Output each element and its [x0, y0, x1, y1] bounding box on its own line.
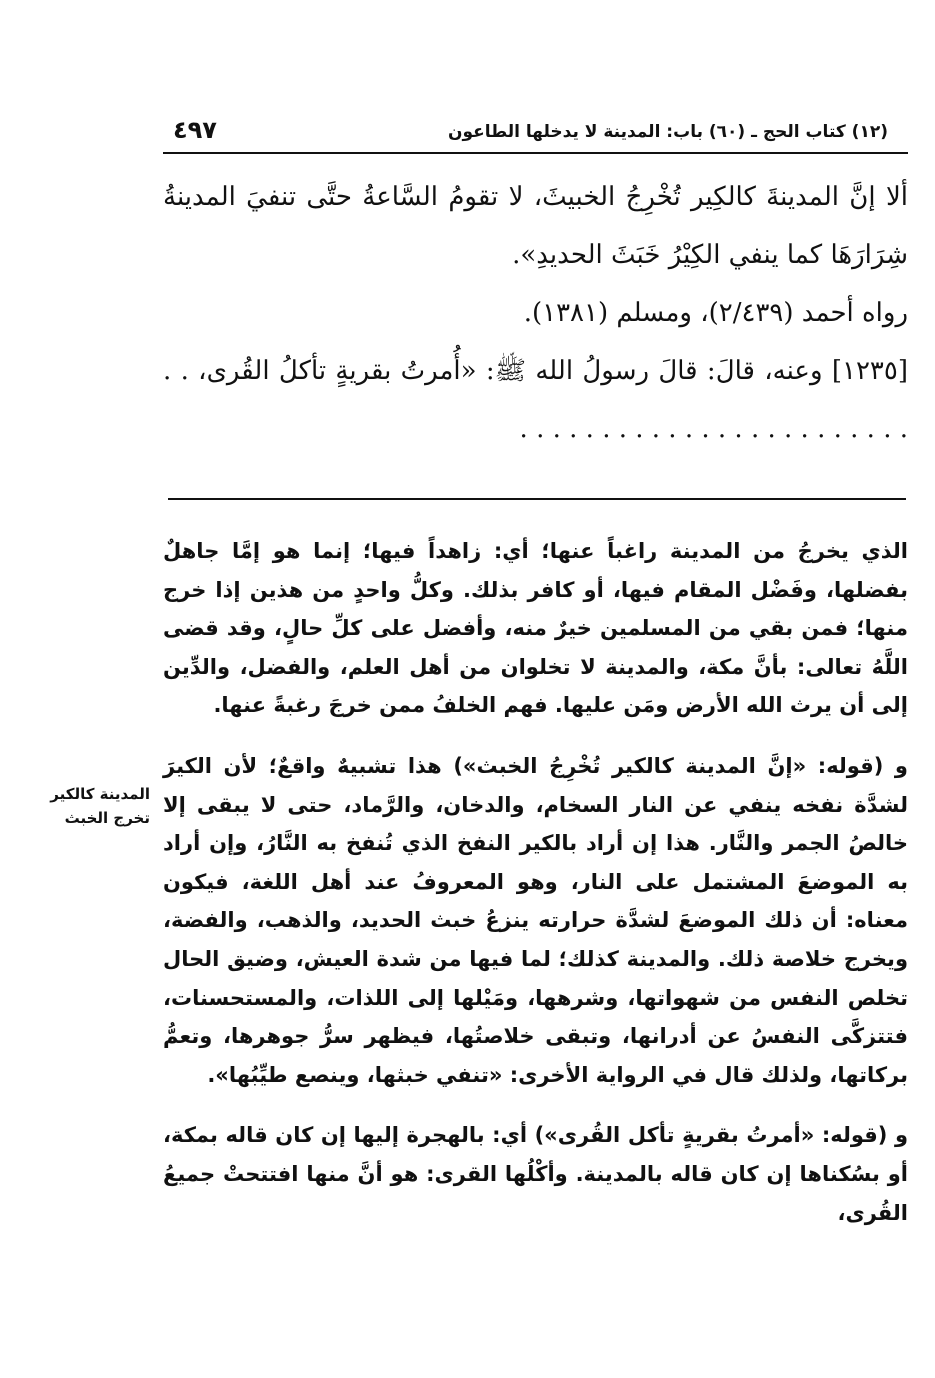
page-number: ٤٩٧ [173, 116, 217, 144]
hadith-continued: ألا إنَّ المدينةَ كالكِير تُخْرِجُ الخبيثَ، لا تقومُ السَّاعةُ حتَّى تنفيَ المدينةُ شِرَارَهَا كما ينفي الكِيْرُ خَبَثَ الحديدِ». [163, 182, 908, 270]
hadith-text-block [163, 168, 908, 458]
margin-note-line: تخرج الخبث [64, 809, 150, 827]
commentary-paragraph: الذي يخرجُ من المدينة راغباً عنها؛ أي: زاهداً فيها؛ إنما هو إمَّا جاهلٌ بفضلها، وفَضْل المقام فيها، أو كافر بذلك. وكلُّ واحدٍ من هذين إذا خرج منها؛ فمن بقي من المسلمين خيرٌ منه، وأفضل على كلِّ حالٍ، وقد قضى اللَّهُ تعالى: بأنَّ مكة، والمدينة لا تخلوان من أهل العلم، والفضل، والدِّين إلى أن يرث الله الأرض ومَن عليها. فهم الخلفُ ممن خرجَ رغبةً عنها. [163, 539, 908, 718]
hadith-body: وعنه، قالَ: قالَ رسولُ الله ﷺ: «أُمرتُ بقريةٍ تأكلُ القُرى، . . . . . . . . . . . . . . . . . . . . . . . . . . [163, 356, 908, 444]
hadith-source: رواه أحمد (٢/٤٣٩)، ومسلم (١٣٨١). [523, 298, 908, 328]
commentary-paragraph: و (قوله: «أمرتُ بقريةٍ تأكل القُرى») أي: بالهجرة إليها إن كان قاله بمكة، أو بسُكناها إن كان قاله بالمدينة. وأكْلُها القرى: هو أنَّ منها افتتحتْ جميعُ القُرى، [163, 1123, 908, 1225]
margin-note [20, 782, 150, 830]
section-divider [168, 498, 906, 500]
hadith-number: [١٢٣٥] [831, 356, 908, 386]
page-header [163, 112, 908, 154]
commentary-block [163, 532, 908, 1232]
margin-note-line: المدينة كالكير [50, 785, 150, 803]
hadith-entry [163, 342, 908, 458]
running-title: (١٢) كتاب الحج ـ (٦٠) باب: المدينة لا يدخلها الطاعون [447, 122, 888, 142]
commentary-paragraph: و (قوله: «إنَّ المدينة كالكير تُخْرِجُ الخبث») هذا تشبيهٌ واقعٌ؛ لأن الكيرَ لشدَّة نفخه ينفي عن النار السخام، والدخان، والرَّماد، حتى لا يبقى إلا خالصُ الجمر والنَّار. هذا إن أراد بالكير النفخ الذي تُنفخ به النَّارُ، وإن أراد به الموضعَ المشتمل على النار، وهو المعروفُ عند أهل اللغة، فيكون معناه: أن ذلك الموضعَ لشدَّة حرارته ينزعُ خبث الحديد، والذهب، والفضة، ويخرج خلاصة ذلك. والمدينة كذلك؛ لما فيها من شدة العيش، وضيق الحال تخلص النفس من شهواتها، وشرهها، ومَيْلها إلى اللذات، والمستحسنات، فتتزكَّى النفسُ عن أدرانها، وتبقى خلاصتُها، فيظهر سرُّ جوهرها، وتعمُّ بركاتها، ولذلك قال في الرواية الأخرى: «تنفي خبثها، وينصع طيِّبُها». [163, 753, 908, 1087]
